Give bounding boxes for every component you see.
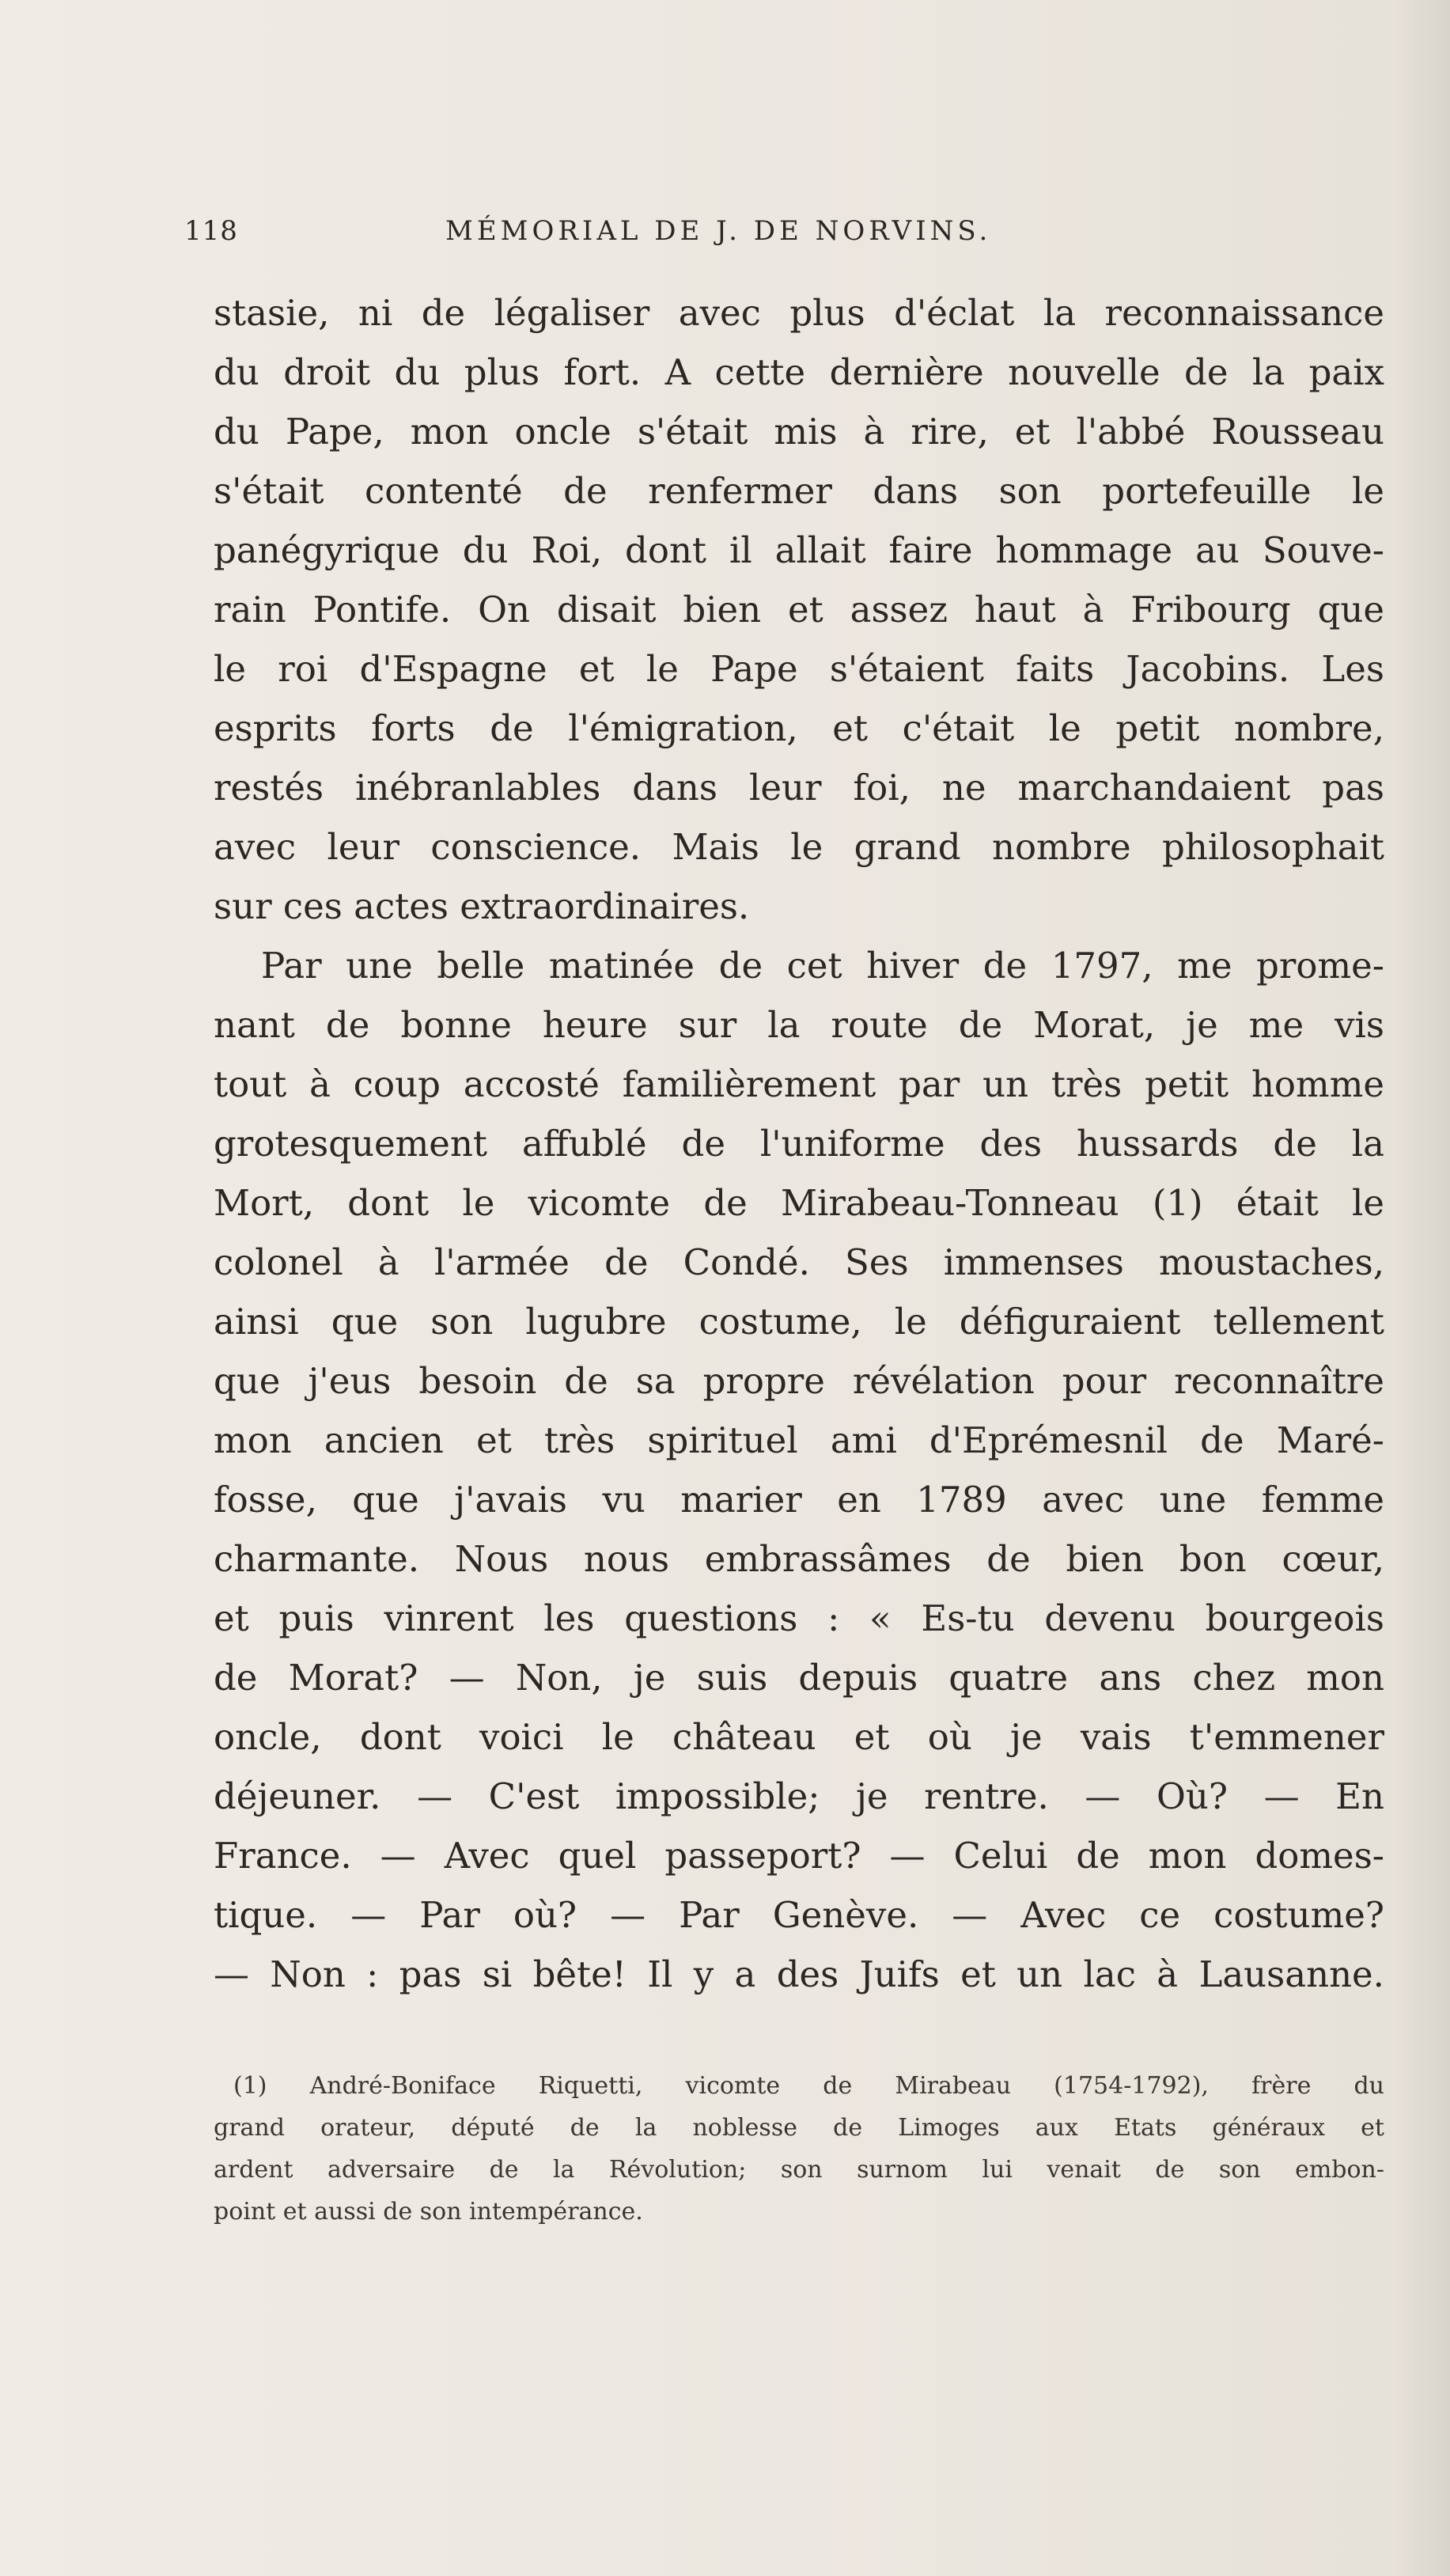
text-line: sur ces actes extraordinaires. (214, 885, 750, 927)
text-line: ainsi que son lugubre costume, le défiguraient tellement (214, 1301, 1384, 1343)
footnote-line: ardent adversaire de la Révolution; son surnom lui venait de son embon- (214, 2156, 1384, 2184)
text-line: stasie, ni de légaliser avec plus d'éclat la reconnaissance (214, 292, 1384, 334)
body-text (214, 283, 1384, 2004)
text-line: nant de bonne heure sur la route de Morat, je me vis (214, 1004, 1384, 1046)
text-line: le roi d'Espagne et le Pape s'étaient faits Jacobins. Les (214, 648, 1384, 690)
page-number: 118 (184, 215, 238, 247)
text-line: Mort, dont le vicomte de Mirabeau-Tonneau (1) était le (214, 1182, 1384, 1224)
page-edge-shadow (1395, 0, 1450, 2576)
text-line: — Non : pas si bête! Il y a des Juifs et un lac à Lausanne. (214, 1953, 1384, 1995)
text-line: du droit du plus fort. A cette dernière nouvelle de la paix (214, 351, 1384, 393)
footnote-line: grand orateur, député de la noblesse de Limoges aux Etats généraux et (214, 2114, 1384, 2142)
page-header-title: MÉMORIAL DE J. DE NORVINS. (445, 215, 992, 247)
text-line: fosse, que j'avais vu marier en 1789 avec une femme (214, 1479, 1384, 1521)
footnote (214, 2065, 1384, 2233)
text-line: charmante. Nous nous embrassâmes de bien bon cœur, (214, 1538, 1384, 1580)
text-line: de Morat? — Non, je suis depuis quatre ans chez mon (214, 1657, 1384, 1699)
running-head (184, 215, 1363, 259)
text-line: que j'eus besoin de sa propre révélation pour reconnaître (214, 1360, 1384, 1402)
text-line: du Pape, mon oncle s'était mis à rire, et l'abbé Rousseau (214, 411, 1384, 453)
text-line: tout à coup accosté familièrement par un très petit homme (214, 1063, 1384, 1105)
text-line: panégyrique du Roi, dont il allait faire hommage au Souve- (214, 529, 1384, 571)
text-line: tique. — Par où? — Par Genève. — Avec ce costume? (214, 1894, 1384, 1936)
text-line: avec leur conscience. Mais le grand nombre philosophait (214, 826, 1384, 868)
text-line: esprits forts de l'émigration, et c'était le petit nombre, (214, 707, 1384, 749)
text-line: mon ancien et très spirituel ami d'Eprémesnil de Maré- (214, 1419, 1384, 1461)
text-line: rain Pontife. On disait bien et assez haut à Fribourg que (214, 589, 1384, 631)
text-line: restés inébranlables dans leur foi, ne marchandaient pas (214, 767, 1384, 809)
text-line: oncle, dont voici le château et où je vais t'emmener (214, 1716, 1384, 1758)
text-line: et puis vinrent les questions : « Es-tu devenu bourgeois (214, 1597, 1384, 1639)
footnote-line: (1) André-Boniface Riquetti, vicomte de Mirabeau (1754-1792), frère du (233, 2072, 1384, 2100)
text-line: France. — Avec quel passeport? — Celui de mon domes- (214, 1835, 1384, 1877)
text-line: colonel à l'armée de Condé. Ses immenses moustaches, (214, 1241, 1384, 1283)
text-line: s'était contenté de renfermer dans son portefeuille le (214, 470, 1384, 512)
paragraph-first-line: Par une belle matinée de cet hiver de 1797, me prome- (261, 945, 1384, 987)
footnote-line: point et aussi de son intempérance. (214, 2198, 643, 2226)
text-line: déjeuner. — C'est impossible; je rentre. — Où? — En (214, 1775, 1384, 1817)
text-line: grotesquement affublé de l'uniforme des hussards de la (214, 1123, 1384, 1165)
